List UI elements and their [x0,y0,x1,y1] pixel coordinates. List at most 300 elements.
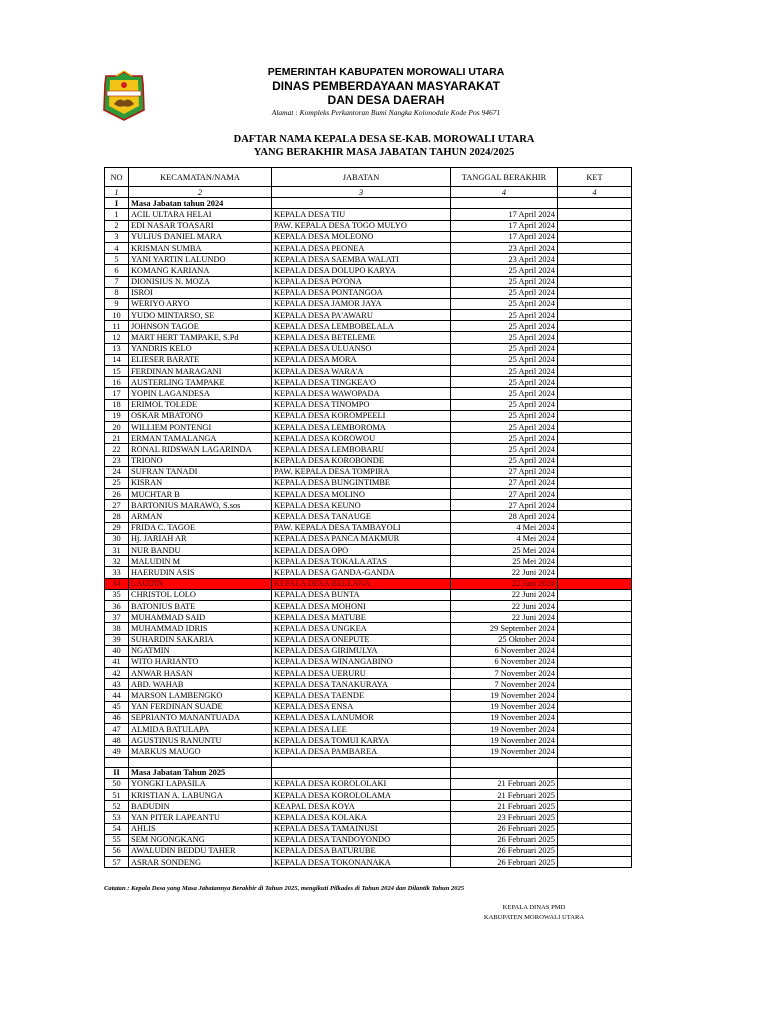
row-end-date: 25 April 2024 [451,433,558,444]
row-end-date: 23 April 2024 [451,254,558,265]
row-number: 15 [105,366,129,377]
row-name: ACIL ULTARA HELAI [129,209,272,220]
row-name: YANI YARTIN LALUNDO [129,254,272,265]
row-end-date: 7 November 2024 [451,668,558,679]
table-row [105,287,632,298]
row-note [558,567,632,578]
row-note [558,332,632,343]
signature-block [464,903,604,923]
row-name: YAN FERDINAN SUADE [129,701,272,712]
row-note [558,545,632,556]
row-end-date: 22 Juni 2024 [451,589,558,600]
row-position: PAW. KEPALA DESA TOMPIRA [272,466,451,477]
regency-emblem-icon [102,70,146,122]
row-name: SEM NGONGKANG [129,834,272,845]
row-number: 53 [105,812,129,823]
column-index-cell: 3 [272,187,451,198]
row-note [558,656,632,667]
table-row [105,444,632,455]
row-name: AWALUDIN BEDDU TAHER [129,845,272,856]
row-number: 28 [105,511,129,522]
footnote: Catatan : Kepala Desa yang Masa Jabatannya Berakhir di Tahun 2025, mengikuti Pilkades di Tahun 2024 dan Dilantik Tahun 2025 [104,885,465,892]
table-row [105,354,632,365]
row-note [558,477,632,488]
table-row [105,500,632,511]
row-position: KEPALA DESA PEONEA [272,242,451,253]
table-row [105,823,632,834]
table-row [105,242,632,253]
row-number: 36 [105,600,129,611]
row-name: SEPRIANTO MANANTUADA [129,712,272,723]
section-number: II [105,767,129,778]
row-note [558,466,632,477]
row-position: KEPALA DESA KOLAKA [272,812,451,823]
table-row [105,220,632,231]
row-name: YONGKI LAPASILA [129,778,272,789]
row-name: ERMAN TAMALANGA [129,433,272,444]
row-number: 26 [105,489,129,500]
row-name: RONAL RIDSWAN LAGARINDA [129,444,272,455]
row-name: WERIYO ARYO [129,298,272,309]
row-position: PAW. KEPALA DESA TAMBAYOLI [272,522,451,533]
table-row [105,298,632,309]
row-number: 40 [105,645,129,656]
empty-cell [558,198,632,209]
row-position: KEPALA DESA TAENDE [272,690,451,701]
letterhead-agency: DINAS PEMBERDAYAAN MASYARAKAT [272,79,500,93]
row-name: KOMANG KARIANA [129,265,272,276]
row-number: 14 [105,354,129,365]
row-position: KEPALA DESA BUNTA [272,589,451,600]
section-row [105,767,632,778]
row-position: KEPALA DESA JAMOR JAYA [272,298,451,309]
row-number: 56 [105,845,129,856]
row-end-date: 25 April 2024 [451,366,558,377]
row-name: KRISMAN SUMBA [129,242,272,253]
row-note [558,556,632,567]
row-end-date: 19 November 2024 [451,712,558,723]
row-position: KEPALA DESA KOROBONDE [272,455,451,466]
row-number: 41 [105,656,129,667]
letterhead-address: Alamat : Kompleks Perkantoran Bumi Nangka Kolonodale Kode Pos 94671 [271,108,501,117]
row-note [558,645,632,656]
row-name: MUCHTAR B [129,489,272,500]
row-note [558,701,632,712]
row-number: 48 [105,735,129,746]
document-title [96,133,672,159]
row-position: KEPALA DESA MOHONI [272,600,451,611]
row-note [558,578,632,589]
row-number: 50 [105,778,129,789]
table-row [105,746,632,757]
row-end-date: 6 November 2024 [451,656,558,667]
table-row [105,489,632,500]
row-name: ABD. WAHAB [129,679,272,690]
row-note [558,343,632,354]
row-name: YULIUS DANIEL MARA [129,231,272,242]
empty-cell [272,198,451,209]
row-end-date: 26 Februari 2025 [451,845,558,856]
row-end-date: 4 Mei 2024 [451,522,558,533]
row-name: KRISTIAN A. LABUNGA [129,789,272,800]
row-position: KEPALA DESA ENSA [272,701,451,712]
row-end-date: 22 Juni 2024 [451,578,558,589]
row-name: WITO HARIANTO [129,656,272,667]
column-index-cell: 4 [558,187,632,198]
row-end-date: 23 Februari 2025 [451,812,558,823]
row-name: ALMIDA BATULAPA [129,724,272,735]
row-end-date: 25 April 2024 [451,287,558,298]
row-name: BADUDIN [129,801,272,812]
column-index-cell: 4 [451,187,558,198]
row-number: 3 [105,231,129,242]
row-name: HAERUDIN ASIS [129,567,272,578]
row-number: 45 [105,701,129,712]
table-row [105,533,632,544]
row-note [558,634,632,645]
section-row [105,198,632,209]
row-number: 12 [105,332,129,343]
header-no: NO [105,168,129,187]
row-number: 31 [105,545,129,556]
table-row [105,656,632,667]
row-position: KEPALA DESA TOKONANAKA [272,857,451,868]
row-end-date: 25 April 2024 [451,377,558,388]
spacer-row [105,757,632,767]
village-heads-table [104,167,632,868]
row-end-date: 26 Februari 2025 [451,857,558,868]
row-end-date: 26 Februari 2025 [451,823,558,834]
table-row [105,567,632,578]
row-position: KEPALA DESA TANDOYONDO [272,834,451,845]
row-number: 39 [105,634,129,645]
table-row [105,388,632,399]
row-end-date: 6 November 2024 [451,645,558,656]
row-position: KEPALA DESA WARA'A [272,366,451,377]
row-name: YOPIN LAGANDESA [129,388,272,399]
row-note [558,533,632,544]
table-row [105,522,632,533]
row-name: AGUSTINUS RANUNTU [129,735,272,746]
row-end-date: 22 Juni 2024 [451,600,558,611]
row-position: KEPALA DESA UERURU [272,668,451,679]
row-position: KEPALA DESA PO'ONA [272,276,451,287]
row-end-date: 26 Februari 2025 [451,834,558,845]
section-label: Masa Jabatan Tahun 2025 [129,767,272,778]
empty-cell [272,757,451,767]
row-number: 22 [105,444,129,455]
row-end-date: 7 November 2024 [451,679,558,690]
row-number: 10 [105,310,129,321]
row-end-date: 25 April 2024 [451,388,558,399]
row-position: KEPALA DESA ULUANSO [272,343,451,354]
row-end-date: 25 April 2024 [451,310,558,321]
row-name: SUFRAN TANADI [129,466,272,477]
row-position: KEPALA DESA KOROMPEELI [272,410,451,421]
row-position: KEPALA DESA PANCA MAKMUR [272,533,451,544]
row-position: KEPALA DESA KOROLOLAMA [272,789,451,800]
table-row [105,433,632,444]
row-position: KEPALA DESA LANUMOR [272,712,451,723]
row-number: 46 [105,712,129,723]
row-name: YAN PITER LAPEANTU [129,812,272,823]
row-note [558,310,632,321]
empty-cell [558,767,632,778]
row-name: CHRISTOL LOLO [129,589,272,600]
row-end-date: 25 Oktober 2024 [451,634,558,645]
row-position: KEPALA DESA BUNGINTIMBE [272,477,451,488]
column-index-cell: 1 [105,187,129,198]
row-note [558,455,632,466]
row-name: MART HERT TAMPAKE, S.Pd [129,332,272,343]
table-row [105,321,632,332]
table-row [105,366,632,377]
row-number: 4 [105,242,129,253]
row-number: 27 [105,500,129,511]
column-index-row [105,187,632,198]
row-position: KEPALA DESA TINOMPO [272,399,451,410]
row-position: KEPALA DESA PAMBAREA [272,746,451,757]
row-note [558,231,632,242]
row-position: KEPALA DESA WINANGABINO [272,656,451,667]
row-note [558,321,632,332]
row-end-date: 22 Juni 2024 [451,567,558,578]
row-note [558,724,632,735]
letterhead-government: PEMERINTAH KABUPATEN MOROWALI UTARA [267,66,505,78]
row-position: KEPALA DESA MOLEONO [272,231,451,242]
table-row [105,690,632,701]
row-name: FRIDA C. TAGOE [129,522,272,533]
row-number: 21 [105,433,129,444]
row-name: ASRAR SONDENG [129,857,272,868]
row-note [558,421,632,432]
row-position: KEPALA DESA LEMBOBELALA [272,321,451,332]
row-position: KEPALA DESA OPO [272,545,451,556]
row-note [558,298,632,309]
row-end-date: 27 April 2024 [451,500,558,511]
table-row [105,254,632,265]
row-number: 18 [105,399,129,410]
row-number: 43 [105,679,129,690]
table-row [105,477,632,488]
row-end-date: 19 November 2024 [451,735,558,746]
row-number: 51 [105,789,129,800]
row-number: 5 [105,254,129,265]
row-note [558,265,632,276]
row-end-date: 17 April 2024 [451,209,558,220]
row-end-date: 27 April 2024 [451,466,558,477]
row-position: KEPALA DESA BETELEME [272,332,451,343]
row-name: AHLIS [129,823,272,834]
row-position: KEPALA DESA KOROLOLAKI [272,778,451,789]
row-number: 33 [105,567,129,578]
row-note [558,746,632,757]
row-end-date: 25 April 2024 [451,298,558,309]
row-end-date: 23 April 2024 [451,242,558,253]
row-note [558,399,632,410]
row-position: KEPALA DESA BATURUBE [272,845,451,856]
row-end-date: 21 Februari 2025 [451,789,558,800]
row-note [558,522,632,533]
row-number: 19 [105,410,129,421]
row-end-date: 25 Mei 2024 [451,545,558,556]
row-position: KEPALA DESA LEMBOBARU [272,444,451,455]
row-position: KEPALA DESA WAWOPADA [272,388,451,399]
row-end-date: 25 April 2024 [451,410,558,421]
row-note [558,377,632,388]
row-name: FERDINAN MARAGANI [129,366,272,377]
table-row [105,845,632,856]
row-position: KEPALA DESA TOMUI KARYA [272,735,451,746]
row-note [558,511,632,522]
section-label: Masa Jabatan tahun 2024 [129,198,272,209]
table-row [105,679,632,690]
row-name: ARMAN [129,511,272,522]
row-end-date: 25 April 2024 [451,321,558,332]
row-number: 54 [105,823,129,834]
row-number: 42 [105,668,129,679]
row-number: 44 [105,690,129,701]
row-number: 8 [105,287,129,298]
row-name: EDI NASAR TOASARI [129,220,272,231]
row-note [558,834,632,845]
row-note [558,623,632,634]
row-number: 34 [105,578,129,589]
row-note [558,354,632,365]
letterhead-agency-cont: DAN DESA DAERAH [327,93,445,107]
row-number: 37 [105,612,129,623]
row-note [558,366,632,377]
table-row [105,834,632,845]
row-position: KEPALA DESA LEMBOROMA [272,421,451,432]
table-row [105,511,632,522]
row-name: YUDO MINTARSO, SE [129,310,272,321]
section-number: I [105,198,129,209]
table-body [105,187,632,868]
row-position: KEPALA DESA DOLUPO KARYA [272,265,451,276]
row-note [558,735,632,746]
table-row [105,455,632,466]
row-name: ELIESER BARATE [129,354,272,365]
row-number: 38 [105,623,129,634]
row-number: 57 [105,857,129,868]
row-end-date: 27 April 2024 [451,477,558,488]
row-end-date: 17 April 2024 [451,220,558,231]
row-note [558,857,632,868]
table-row [105,623,632,634]
row-position: KEPALA DESA PA'AWARU [272,310,451,321]
table-row [105,801,632,812]
row-position: KEPALA DESA BELLANA [272,578,451,589]
row-position: KEPALA DESA SAEMBA WALATI [272,254,451,265]
table-row [105,857,632,868]
header-position: JABATAN [272,168,451,187]
row-note [558,433,632,444]
row-end-date: 21 Februari 2025 [451,778,558,789]
row-note [558,220,632,231]
table-header-row [105,168,632,187]
table-row [105,778,632,789]
row-name: MALUDIN M [129,556,272,567]
row-end-date: 25 Mei 2024 [451,556,558,567]
row-name: NGATMIN [129,645,272,656]
row-number: 16 [105,377,129,388]
row-number: 25 [105,477,129,488]
table-row [105,310,632,321]
row-note [558,388,632,399]
table-row [105,377,632,388]
row-name: MARSON LAMBENGKO [129,690,272,701]
table-row [105,276,632,287]
empty-cell [129,757,272,767]
row-position: KEPALA DESA PONTANGOA [272,287,451,298]
table-row [105,265,632,276]
table-row [105,231,632,242]
row-position: KEPALA DESA TIU [272,209,451,220]
row-note [558,242,632,253]
row-note [558,823,632,834]
row-number: 17 [105,388,129,399]
row-name: YANDRIS KELO [129,343,272,354]
row-name: MUHAMMAD SAID [129,612,272,623]
row-note [558,612,632,623]
header-note: KET [558,168,632,187]
signature-office: KABUPATEN MOROWALI UTARA [483,914,585,921]
table-row [105,545,632,556]
row-position: KEPALA DESA MORA [272,354,451,365]
row-name: NUR BANDU [129,545,272,556]
row-name: Hj. JARIAH AR [129,533,272,544]
row-end-date: 17 April 2024 [451,231,558,242]
letterhead [96,66,656,126]
table-row [105,735,632,746]
row-position: KEAPAL DESA KOYA [272,801,451,812]
table-row [105,556,632,567]
row-name: ERIMOL TOLEDE [129,399,272,410]
row-note [558,444,632,455]
row-end-date: 27 April 2024 [451,489,558,500]
row-name: DIONISIUS N. MOZA [129,276,272,287]
row-number: 52 [105,801,129,812]
empty-cell [272,767,451,778]
column-index-cell: 2 [129,187,272,198]
table-row [105,343,632,354]
row-name: AUSTERLING TAMPAKE [129,377,272,388]
row-name: OSKAR MBATONO [129,410,272,421]
row-note [558,712,632,723]
row-number: 49 [105,746,129,757]
row-name: SUHARDIN SAKARIA [129,634,272,645]
table-row [105,645,632,656]
row-position: KEPALA DESA KEUNO [272,500,451,511]
row-note [558,789,632,800]
table-row [105,209,632,220]
row-note [558,276,632,287]
row-number: 9 [105,298,129,309]
table-row [105,668,632,679]
row-note [558,500,632,511]
row-end-date: 25 April 2024 [451,343,558,354]
row-note [558,679,632,690]
row-number: 30 [105,533,129,544]
row-end-date: 25 April 2024 [451,455,558,466]
row-name: ANWAR HASAN [129,668,272,679]
empty-cell [451,198,558,209]
empty-cell [451,767,558,778]
row-number: 32 [105,556,129,567]
row-name: JOHNSON TAGOE [129,321,272,332]
table-row [105,399,632,410]
